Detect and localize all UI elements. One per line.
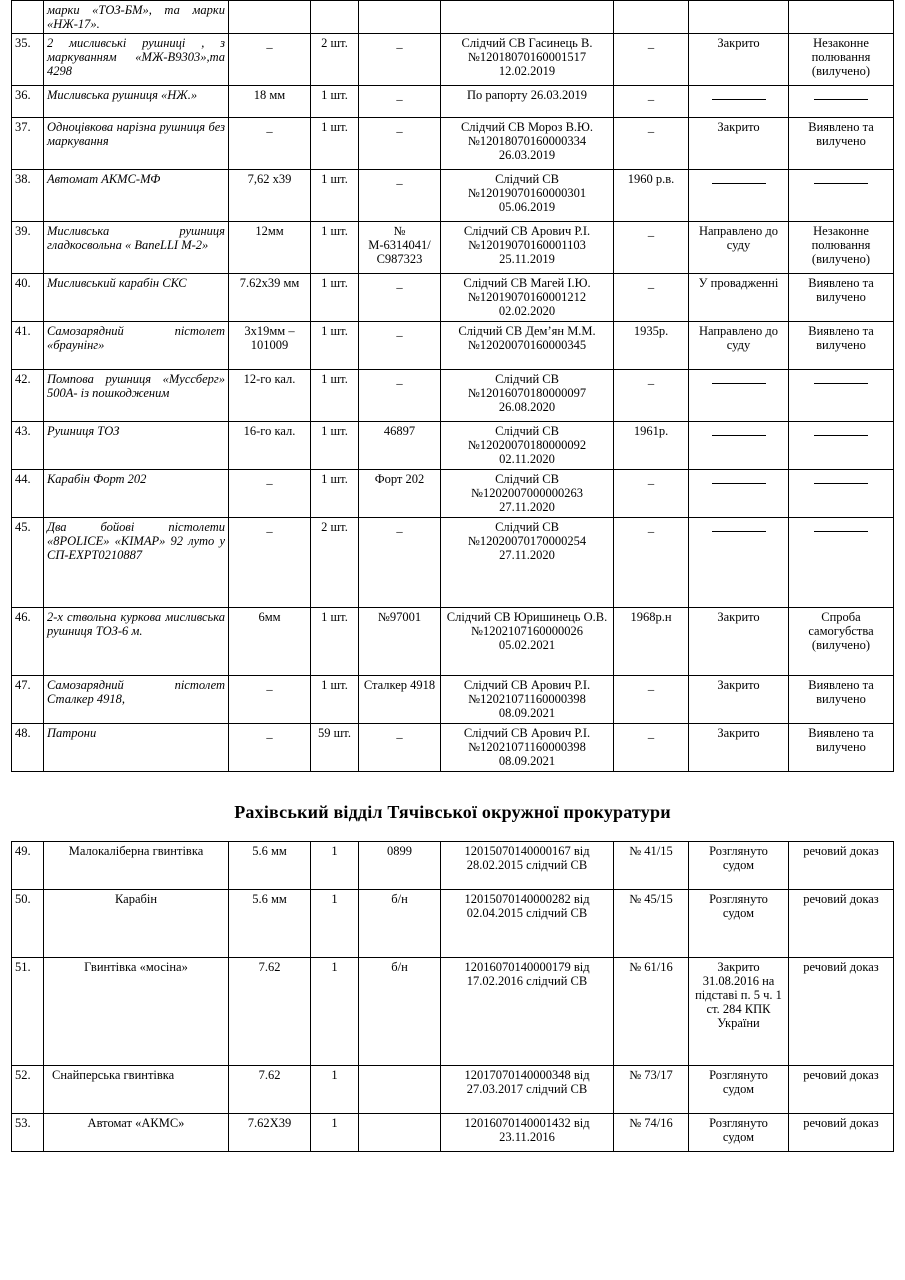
row-number: 39.: [12, 222, 44, 274]
row-weapon-name: 2-х ствольна куркова мисливська рушниця ТОЗ-6 м.: [44, 608, 229, 676]
row-weapon-name: Гвинтівка «мосіна»: [44, 958, 229, 1066]
table-row: [12, 274, 894, 322]
row-number: 38.: [12, 170, 44, 222]
row-caliber: 7.62х39 мм: [229, 274, 311, 322]
row-caliber: 6мм: [229, 608, 311, 676]
row-year: № 61/16: [614, 958, 689, 1066]
row-marking: Сталкер 4918: [359, 676, 441, 724]
row-status: Направлено до суду: [689, 222, 789, 274]
row-marking: [359, 1114, 441, 1152]
row-number: 51.: [12, 958, 44, 1066]
table-row: [12, 676, 894, 724]
table-row: [12, 842, 894, 890]
row-weapon-name: Патрони: [44, 724, 229, 772]
row-marking: № М-6314041/ С987323: [359, 222, 441, 274]
weapons-table-rakhiv: [11, 841, 894, 1152]
row-marking: [359, 1066, 441, 1114]
row-caliber: 12мм: [229, 222, 311, 274]
row-result: [789, 170, 894, 222]
row-caliber: 12-го кал.: [229, 370, 311, 422]
row-result: [789, 370, 894, 422]
row-number: 35.: [12, 34, 44, 86]
row-result: Спроба самогубства (вилучено): [789, 608, 894, 676]
row-caliber: 5.6 мм: [229, 890, 311, 958]
row-marking: Форт 202: [359, 470, 441, 518]
row-result: Виявлено та вилучено: [789, 322, 894, 370]
table-row: [12, 1114, 894, 1152]
row-quantity: 1 шт.: [311, 322, 359, 370]
row-quantity: 1 шт.: [311, 222, 359, 274]
table-row: [12, 118, 894, 170]
row-marking: [359, 1, 441, 34]
row-year: _: [614, 470, 689, 518]
row-weapon-name: Мисливська рушниця гладкосвольна « BaneLLI М-2»: [44, 222, 229, 274]
row-status: Закрито: [689, 676, 789, 724]
row-caliber: _: [229, 518, 311, 608]
blank-rule: [814, 91, 868, 100]
row-case: Слідчий СВ №1202007000000263 27.11.2020: [441, 470, 614, 518]
row-status: Розглянуто судом: [689, 890, 789, 958]
row-quantity: 1 шт.: [311, 274, 359, 322]
row-result: [789, 470, 894, 518]
table-row: [12, 518, 894, 608]
row-case: 12015070140000282 від 02.04.2015 слідчий СВ: [441, 890, 614, 958]
blank-rule: [814, 523, 868, 532]
row-case: Слідчий СВ Мороз В.Ю. №12018070160000334 26.03.2019: [441, 118, 614, 170]
row-status: [689, 370, 789, 422]
row-result: речовий доказ: [789, 890, 894, 958]
row-marking: _: [359, 274, 441, 322]
row-number: 45.: [12, 518, 44, 608]
table-row: [12, 724, 894, 772]
row-year: _: [614, 518, 689, 608]
row-number: 53.: [12, 1114, 44, 1152]
row-caliber: _: [229, 470, 311, 518]
row-marking: б/н: [359, 890, 441, 958]
row-weapon-name: Самозарядний пістолет «браунінг»: [44, 322, 229, 370]
row-result: Виявлено та вилучено: [789, 118, 894, 170]
row-marking: _: [359, 34, 441, 86]
row-case: Слідчий СВ Арович Р.І. №12021071160000398 08.09.2021: [441, 676, 614, 724]
row-weapon-name: Два бойові пістолети «8POLICE» «KIMAP» 92 луто у СП-EXPT0210887: [44, 518, 229, 608]
row-number: 48.: [12, 724, 44, 772]
row-year: 1935р.: [614, 322, 689, 370]
row-marking: _: [359, 118, 441, 170]
row-year: _: [614, 274, 689, 322]
row-year: _: [614, 34, 689, 86]
row-weapon-name: 2 мисливські рушниці , з маркуванням «МЖ-B9303»,та 4298: [44, 34, 229, 86]
row-quantity: 1 шт.: [311, 170, 359, 222]
row-result: [789, 422, 894, 470]
row-number: [12, 1, 44, 34]
row-year: _: [614, 676, 689, 724]
row-case: По рапорту 26.03.2019: [441, 86, 614, 118]
row-year: 1968р.н: [614, 608, 689, 676]
row-year: [614, 1, 689, 34]
row-marking: №97001: [359, 608, 441, 676]
row-quantity: 2 шт.: [311, 518, 359, 608]
row-weapon-name: Самозарядний пістолет Сталкер 4918,: [44, 676, 229, 724]
row-number: 52.: [12, 1066, 44, 1114]
row-status: [689, 470, 789, 518]
row-status: [689, 170, 789, 222]
table-row: [12, 34, 894, 86]
row-number: 36.: [12, 86, 44, 118]
row-marking: _: [359, 724, 441, 772]
row-marking: _: [359, 86, 441, 118]
row-year: _: [614, 86, 689, 118]
row-result: Виявлено та вилучено: [789, 724, 894, 772]
row-number: 44.: [12, 470, 44, 518]
row-number: 47.: [12, 676, 44, 724]
row-number: 40.: [12, 274, 44, 322]
row-caliber: _: [229, 34, 311, 86]
row-number: 49.: [12, 842, 44, 890]
row-quantity: 1 шт.: [311, 470, 359, 518]
row-year: _: [614, 370, 689, 422]
row-year: № 73/17: [614, 1066, 689, 1114]
row-case: Слідчий СВ Магей І.Ю. №12019070160001212 02.02.2020: [441, 274, 614, 322]
row-year: _: [614, 222, 689, 274]
blank-rule: [712, 91, 766, 100]
row-quantity: 2 шт.: [311, 34, 359, 86]
row-number: 46.: [12, 608, 44, 676]
row-year: _: [614, 118, 689, 170]
row-number: 37.: [12, 118, 44, 170]
row-weapon-name: Мисливський карабін СКС: [44, 274, 229, 322]
row-quantity: 1 шт.: [311, 86, 359, 118]
table-row: [12, 1066, 894, 1114]
row-result: речовий доказ: [789, 958, 894, 1066]
row-marking: 0899: [359, 842, 441, 890]
row-status: [689, 422, 789, 470]
row-quantity: 1: [311, 842, 359, 890]
row-quantity: [311, 1, 359, 34]
row-number: 42.: [12, 370, 44, 422]
blank-rule: [712, 375, 766, 384]
row-weapon-name: Одноцівкова нарізна рушниця без маркування: [44, 118, 229, 170]
row-case: Слідчий СВ Дем’ян М.М. №12020070160000345: [441, 322, 614, 370]
row-case: Слідчий СВ Юришинець О.В. №1202107160000026 05.02.2021: [441, 608, 614, 676]
row-result: [789, 518, 894, 608]
row-caliber: 18 мм: [229, 86, 311, 118]
row-caliber: _: [229, 676, 311, 724]
table-row: [12, 322, 894, 370]
row-marking: _: [359, 170, 441, 222]
section-title: Рахівський відділ Тячівської окружної прокуратури: [234, 802, 671, 822]
row-marking: б/н: [359, 958, 441, 1066]
row-quantity: 1 шт.: [311, 370, 359, 422]
row-marking: _: [359, 518, 441, 608]
blank-rule: [814, 427, 868, 436]
row-result: Незаконне полювання (вилучено): [789, 222, 894, 274]
row-marking: 46897: [359, 422, 441, 470]
row-quantity: 1: [311, 958, 359, 1066]
row-status: Направлено до суду: [689, 322, 789, 370]
row-status: Закрито: [689, 608, 789, 676]
row-year: 1960 р.в.: [614, 170, 689, 222]
table-row: [12, 422, 894, 470]
row-status: Закрито: [689, 118, 789, 170]
row-caliber: _: [229, 118, 311, 170]
table-row: [12, 890, 894, 958]
row-result: [789, 1, 894, 34]
row-status: У провадженні: [689, 274, 789, 322]
row-year: _: [614, 724, 689, 772]
row-weapon-name: Малокаліберна гвинтівка: [44, 842, 229, 890]
row-case: [441, 1, 614, 34]
row-caliber: 5.6 мм: [229, 842, 311, 890]
row-weapon-name: Рушниця ТОЗ: [44, 422, 229, 470]
table-row: [12, 470, 894, 518]
row-weapon-name: Снайперська гвинтівка: [44, 1066, 229, 1114]
table-row: [12, 1, 894, 34]
blank-rule: [814, 475, 868, 484]
row-case: 12016070140000179 від 17.02.2016 слідчий СВ: [441, 958, 614, 1066]
row-quantity: 1 шт.: [311, 676, 359, 724]
row-year: № 41/15: [614, 842, 689, 890]
row-status: Розглянуто судом: [689, 1114, 789, 1152]
blank-rule: [712, 523, 766, 532]
row-result: речовий доказ: [789, 1114, 894, 1152]
row-caliber: 7,62 х39: [229, 170, 311, 222]
row-case: 12016070140001432 від 23.11.2016: [441, 1114, 614, 1152]
row-status: Розглянуто судом: [689, 1066, 789, 1114]
row-result: речовий доказ: [789, 1066, 894, 1114]
table-row: [12, 86, 894, 118]
row-weapon-name: Помпова рушниця «Муссберг» 500А- із пошкодженим: [44, 370, 229, 422]
row-weapon-name: Автомат «АКМС»: [44, 1114, 229, 1152]
row-status: Закрито: [689, 34, 789, 86]
row-marking: _: [359, 370, 441, 422]
row-number: 43.: [12, 422, 44, 470]
row-year: № 45/15: [614, 890, 689, 958]
row-status: [689, 1, 789, 34]
row-status: [689, 518, 789, 608]
row-weapon-name: Мисливська рушниця «НЖ.»: [44, 86, 229, 118]
row-result: речовий доказ: [789, 842, 894, 890]
row-result: Виявлено та вилучено: [789, 274, 894, 322]
row-status: Закрито 31.08.2016 на підставі п. 5 ч. 1 ст. 284 КПК України: [689, 958, 789, 1066]
row-case: Слідчий СВ №12019070160000301 05.06.2019: [441, 170, 614, 222]
row-caliber: 3х19мм – 101009: [229, 322, 311, 370]
row-case: Слідчий СВ Гасинець В. №12018070160001517 12.02.2019: [441, 34, 614, 86]
row-caliber: 7.62: [229, 1066, 311, 1114]
row-quantity: 1 шт.: [311, 118, 359, 170]
row-number: 41.: [12, 322, 44, 370]
row-quantity: 1 шт.: [311, 422, 359, 470]
row-caliber: 16-го кал.: [229, 422, 311, 470]
blank-rule: [712, 475, 766, 484]
row-caliber: 7.62Х39: [229, 1114, 311, 1152]
row-caliber: [229, 1, 311, 34]
table-row: [12, 608, 894, 676]
blank-rule: [814, 175, 868, 184]
row-result: Незаконне полювання (вилучено): [789, 34, 894, 86]
table-row: [12, 222, 894, 274]
row-status: [689, 86, 789, 118]
row-case: Слідчий СВ №12020070170000254 27.11.2020: [441, 518, 614, 608]
row-weapon-name: Карабін: [44, 890, 229, 958]
weapons-table-continued: [11, 0, 894, 772]
blank-rule: [712, 175, 766, 184]
row-quantity: 59 шт.: [311, 724, 359, 772]
row-case: Слідчий СВ №12020070180000092 02.11.2020: [441, 422, 614, 470]
row-result: [789, 86, 894, 118]
row-caliber: _: [229, 724, 311, 772]
row-status: Закрито: [689, 724, 789, 772]
row-quantity: 1: [311, 1114, 359, 1152]
row-weapon-name: Автомат АКМС-МФ: [44, 170, 229, 222]
row-quantity: 1: [311, 1066, 359, 1114]
row-case: 12017070140000348 від 27.03.2017 слідчий СВ: [441, 1066, 614, 1114]
table-row: [12, 170, 894, 222]
row-year: 1961р.: [614, 422, 689, 470]
row-quantity: 1 шт.: [311, 608, 359, 676]
row-weapon-name: марки «ТОЗ-БМ», та марки «НЖ-17».: [44, 1, 229, 34]
row-case: Слідчий СВ Арович Р.І. №12021071160000398 08.09.2021: [441, 724, 614, 772]
row-case: Слідчий СВ Арович Р.І. №12019070160001103 25.11.2019: [441, 222, 614, 274]
row-quantity: 1: [311, 890, 359, 958]
row-marking: _: [359, 322, 441, 370]
table-row: [12, 958, 894, 1066]
blank-rule: [814, 375, 868, 384]
row-weapon-name: Карабін Форт 202: [44, 470, 229, 518]
row-case: Слідчий СВ №12016070180000097 26.08.2020: [441, 370, 614, 422]
blank-rule: [712, 427, 766, 436]
row-caliber: 7.62: [229, 958, 311, 1066]
row-case: 12015070140000167 від 28.02.2015 слідчий СВ: [441, 842, 614, 890]
row-status: Розглянуто судом: [689, 842, 789, 890]
row-result: Виявлено та вилучено: [789, 676, 894, 724]
table-row: [12, 370, 894, 422]
row-number: 50.: [12, 890, 44, 958]
row-year: № 74/16: [614, 1114, 689, 1152]
